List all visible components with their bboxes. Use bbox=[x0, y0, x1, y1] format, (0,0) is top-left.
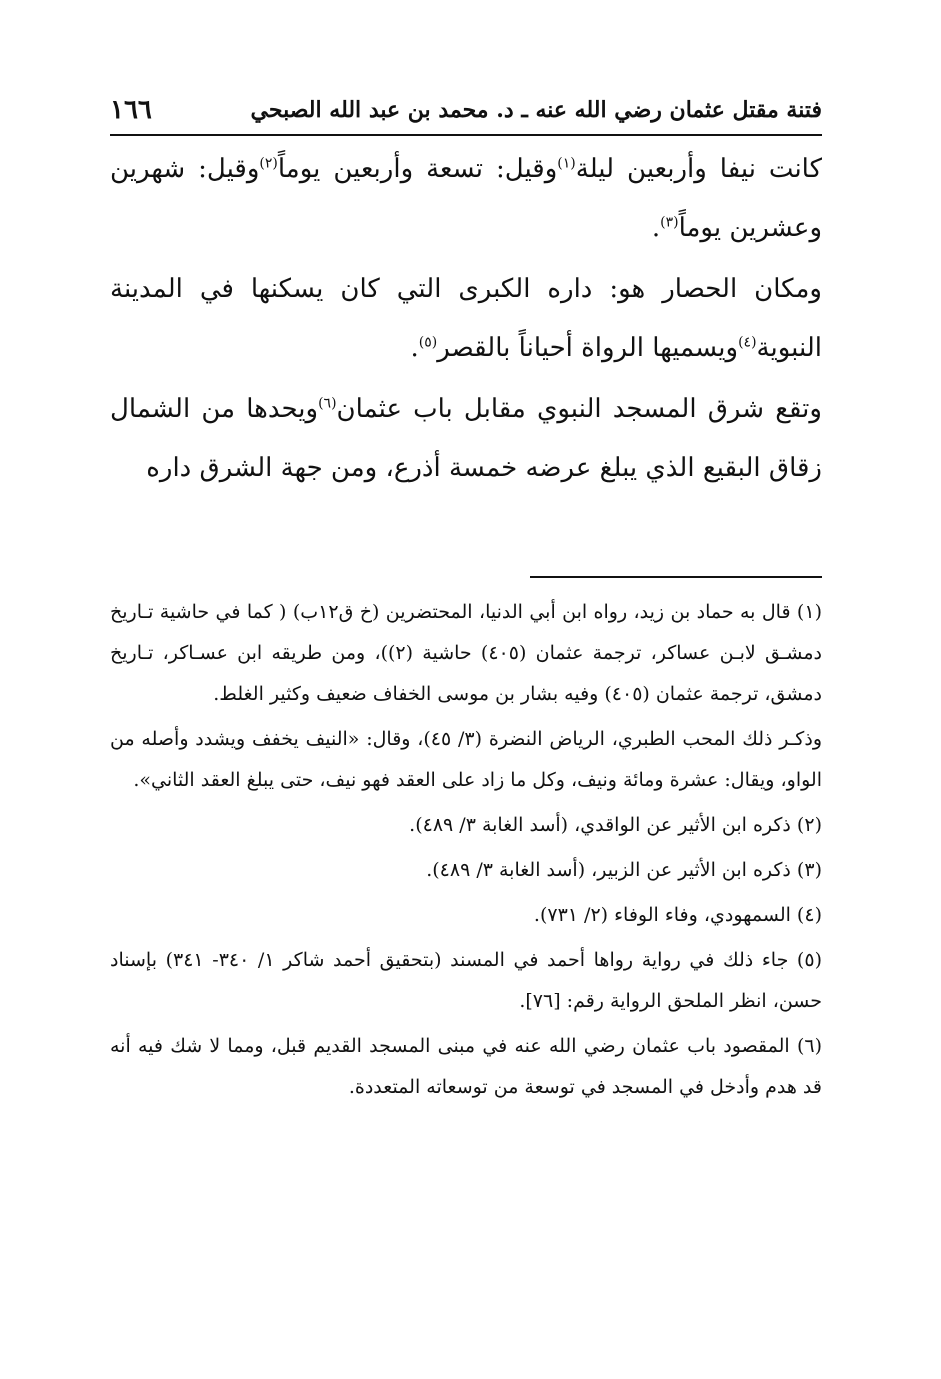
footnote-2: (٢) ذكره ابن الأثير عن الواقدي، (أسد الغابة ٣/ ٤٨٩). bbox=[409, 814, 822, 836]
footnote-1-continued: وذكـر ذلك المحب الطبري، الرياض النضرة (٣/ ٤٥)، وقال: «النيف يخفف ويشدد وأصله من الواو، ويقال: عشرة ومائة ونيف، وكل ما زاد على العقد فهو نيف، حتى يبلغ العقد الثاني». bbox=[110, 728, 822, 791]
footnote-ref-2: (٢) bbox=[259, 155, 278, 172]
text-run: ويحدها من الشمال زقاق البقيع الذي يبلغ عرضه خمسة أذرع، ومن جهة الشرق داره bbox=[110, 394, 822, 483]
footnote-6: (٦) المقصود باب عثمان رضي الله عنه في مبنى المسجد القديم قبل، ومما لا شك فيه أنه قد هدم وأدخل في المسجد في توسعة من توسعاته المتعددة. bbox=[110, 1035, 822, 1098]
footnote-5: (٥) جاء ذلك في رواية رواها أحمد في المسند (بتحقيق أحمد شاكر ١/ ٣٤٠- ٣٤١) بإسناد حسن، انظر الملحق الرواية رقم: [٧٦]. bbox=[110, 949, 822, 1012]
footnote-ref-3: (٣) bbox=[660, 214, 679, 231]
text-run: وتقع شرق المسجد النبوي مقابل باب عثمان bbox=[336, 394, 822, 424]
paragraph-3 bbox=[110, 380, 822, 498]
footnotes bbox=[110, 592, 822, 1108]
header-rule bbox=[110, 134, 822, 136]
footnote-ref-4: (٤) bbox=[738, 334, 757, 351]
page-number: ١٦٦ bbox=[110, 95, 152, 125]
footnote-separator bbox=[530, 576, 822, 578]
footnote-1: (١) قال به حماد بن زيد، رواه ابن أبي الدنيا، المحتضرين (خ ق١٢ب) ( كما في حاشية تـاريخ دمشـق لابـن عساكر، ترجمة عثمان (٤٠٥) حاشية (٢))، ومن طريقه ابن عسـاكر، تـاريخ دمشق، ترجمة عثمان (٤٠٥) وفيه بشار بن موسى الخفاف ضعيف وكثير الغلط. bbox=[110, 601, 822, 705]
footnote-4: (٤) السمهودي، وفاء الوفاء (٢/ ٧٣١). bbox=[533, 904, 822, 926]
paragraph-2 bbox=[110, 260, 822, 378]
main-text bbox=[110, 140, 822, 498]
text-run: ويسميها الرواة أحياناً بالقصر bbox=[437, 333, 739, 363]
text-run: . bbox=[651, 213, 661, 243]
page-header bbox=[110, 90, 822, 130]
footnote-ref-1: (١) bbox=[557, 155, 576, 172]
footnote-ref-6: (٦) bbox=[318, 395, 337, 412]
text-run: وقيل: تسعة وأربعين يوماً bbox=[277, 154, 558, 184]
footnote-3: (٣) ذكره ابن الأثير عن الزبير، (أسد الغابة ٣/ ٤٨٩). bbox=[426, 859, 822, 881]
text-run: . bbox=[410, 333, 419, 363]
text-run: كانت نيفا وأربعين ليلة bbox=[575, 154, 822, 184]
running-title: فتنة مقتل عثمان رضي الله عنه ـ د. محمد بن عبد الله الصبحي bbox=[250, 97, 822, 123]
text-run: وقيل: شهرين وعشرين يوماً bbox=[110, 154, 822, 243]
paragraph-1 bbox=[110, 140, 822, 258]
footnote-ref-5: (٥) bbox=[418, 334, 438, 351]
text-run: ومكان الحصار هو: داره الكبرى التي كان يسكنها في المدينة النبوية bbox=[110, 274, 822, 363]
